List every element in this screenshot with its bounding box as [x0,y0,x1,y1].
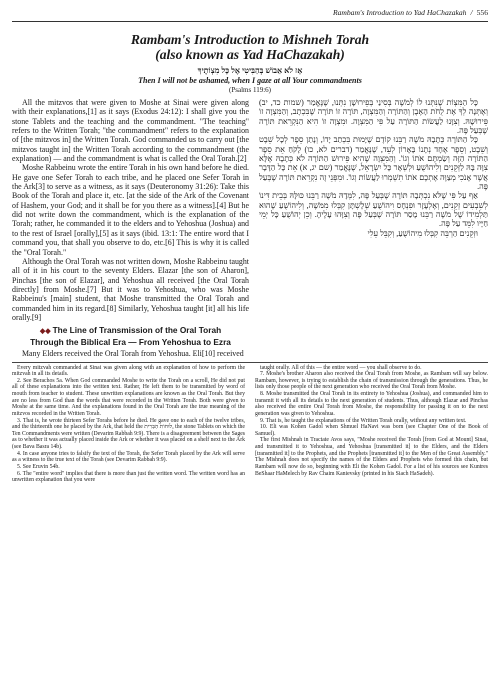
footnote: 9. That is, he taught the explanations of the Written Torah orally, without any written text. [260,417,467,424]
hebrew-paragraph: כָּל הַתּוֹרָה כְּתָבָהּ מֹשֶׁה רַבֵּנוּ קוֹדֶם שֶׁיָּמוּת בִּכְתַב יָדוֹ, וְנָתַן סֵפֶר לְכָל שֵׁבֶט וְשֵׁבֶט, וְסֵפֶר אֶחָד נְתָנוֹ בָּאָרוֹן לְעֵד, שֶׁנֶּאֱמַר (דברים לא, כו) לָקֹחַ אֵת סֵפֶר הַתּוֹרָה הַזֶּה וְשַׂמְתֶּם אֹתוֹ וְגוֹ'. וְהַמִּצְוָה שֶׁהִיא פֵּירוּשׁ הַתּוֹרָה לֹא כְּתָבָהּ אֶלָּא צִוָּה בָּהּ לַזְּקֵנִים וְלִיהוֹשֻׁעַ וּלְשְׁאָר כָּל יִשְׂרָאֵל, שֶׁנֶּאֱמַר (שם יג, א) אֵת כָּל הַדָּבָר אֲשֶׁר אָנֹכִי מְצַוֶּה אֶתְכֶם אֹתוֹ תִשְׁמְרוּ לַעֲשׂוֹת וְגוֹ'. וּמִפְּנֵי זֶה נִקְרֵאת תּוֹרָה שֶׁבְּעַל פֶּה. [259,135,488,192]
footnote: Every mitzvah commanded at Sinai was given along with an explanation of how to perform the mitzvah in all its details. [12,364,245,378]
footnote: 6. The "entire word" implies that there is more than just the written word. The written word has an unwritten explanation that you were [12,470,245,484]
footnote: 8. Moshe transmitted the Oral Torah in its entirety to Yehoshua (Joshua), and commanded him to transmit it with all its details to the next generation of students. Thus, although Elazar and Pinchas also received the entire Oral Torah from Moshe, the responsibility for passing it on to the next generation was given to Yehoshua. [255,391,488,417]
page-number: 556 [476,8,488,17]
title-line-2: (also known as Yad HaChazakah) [155,47,345,62]
english-paragraph: All the mitzvos that were given to Moshe at Sinai were given along with their explanations,[1] as it says (Exodus 24:12): I shall give you the stone Tablets and the teaching and the commandment. "The teaching" refers to the Written Torah; "the commandment" refers to the explanation of [the mitzvos in] the Written Torah. God commanded us to carry out [the mitzvos taught in] the Written Torah according to the commandment (the explanation) — and the commandment is what is called the Oral Torah.[2] [12,98,249,164]
footnote: 4. In case anyone tries to falsify the text of the Torah, the Sefer Torah placed by the Ark will serve as a witness to the true text of the Torah (see Devarim Rabbah 9:9). [12,450,245,464]
footnote: The first Mishnah in Tractate Avos says, "Moshe received the Torah [from God at Mount] Sinai, and transmitted it to Yehoshua, and Yehoshua [transmitted it] to the Elders, and the Elders [transmitted it] to the Prophets, and the Prophets [transmitted it] to the Men of the Great Assembly." The Mishnah does not specify the names of the Elders and Prophets who formed this chain, but Rambam will now do so, beginning with Eli the Kohen Gadol. For a list of his sources see Kuntres BeShaar HaMelech by Rav Chaim Kanievsky (printed in his Siach HaSadeh). [255,437,488,477]
header-rule [12,21,488,22]
footnote: 5. See Eruvin 54b. [17,463,60,470]
english-paragraph: Although the Oral Torah was not written down, Moshe Rabbeinu taught all of it in his court to the seventy Elders. Elazar [the son of Aharon], Pinchas [the son of Elazar], and Yehoshua all received [the Oral Torah directly] from Moshe.[7] But it was to Yehoshua, who was Moshe Rabbeinu's [main] student, that Moshe transmitted the Oral Torah and commanded him in its regard.[8] Similarly, Yehoshua taught [it] all his life orally.[9] [12,256,249,322]
running-head [12,8,488,19]
section-heading-line-2: Through the Biblical Era — From Yehoshua to Ezra [30,337,231,348]
english-paragraph: Many Elders received the Oral Torah from Yehoshua. Eli[10] received [22,349,244,359]
english-column [12,98,249,359]
footnote: 7. Moshe's brother Aharon also received the Oral Torah from Moshe, as Rambam will say below. Rambam, however, is trying to establish the chain of transmission through the generations. Thus, he lists only those people of the next generation who received the Oral Torah from Moshe. [255,371,488,391]
main-columns [12,98,488,359]
english-paragraph: Moshe Rabbeinu wrote the entire Torah in his own hand before he died. He gave one Sefer Torah to each tribe, and he placed one Sefer Torah in the Ark[3] to serve as a witness, as it says (Deuteronomy 31:26): Take this Book of the Torah and place it, etc. [at the side of the Ark of the Covenant of Hashem, your God; and it shall be for you there as a witness].[4] But he did not write down the commandment, which is the explanation of the Torah; rather, he commanded it to the elders and to Yehoshua (Joshua) and to the rest of Israel [orally],[5] as it says (ibid. 13:1: The entire word that I command you, that shall you observe to do, etc.[6] This is why it is called the "Oral Torah." [12,163,249,257]
running-title: Rambam's Introduction to Yad HaChazakah [332,8,467,17]
footnote-rule [12,362,488,363]
footnote: 10. Eli was Kohen Gadol when Shmuel HaNavi was born (see Chapter One of the Book of Samuel). [255,424,488,437]
footnote: 3. That is, he wrote thirteen Sefer Torahs before he died. He gave one to each of the twelve tribes, and the thirteenth one he placed by the Ark, that held the לוּחוֹת הַבְּרִית, the stone Tablets on which the Ten Commandments were written (Devarim Rabbah 9:9). There is a disagreement between the Sages as to whether it was actually placed inside the Ark or whether it was placed on a shelf next to the Ark (see Bava Basra 14b). [12,417,245,451]
hebrew-paragraph: אַף עַל פִּי שֶׁלֹּא נִכְתְּבָה תּוֹרָה שֶׁבְּעַל פֶּה, לִמְּדָהּ מֹשֶׁה רַבֵּנוּ כּוּלָּהּ בְּבֵית דִּינוֹ לְשִׁבְעִים זְקֵנִים, וְאֶלְעָזָר וּפִנְחָס וִיהוֹשֻׁעַ שְׁלָשְׁתָּן קִבְּלוּ מִמֹּשֶׁה, וְלִיהוֹשֻׁעַ שֶׁהוּא תַּלְמִידוֹ שֶׁל מֹשֶׁה רַבֵּנוּ מָסַר תּוֹרָה שֶׁבְּעַל פֶּה וְצִוָּהוּ עָלֶיהָ. וְכֵן יְהוֹשֻׁעַ כָּל יְמֵי חַיָּיו לִמֵּד עַל פֶּה. [259,191,488,229]
title-line-1: Rambam's Introduction to Mishneh Torah [130,32,370,47]
motto-hebrew: אָז לֹא אֵבוֹשׁ בְּהַבִּיטִי אֶל כָּל מִצְוֹתֶיךָ [197,66,303,75]
section-heading-line-1: The Line of Transmission of the Oral Torah [52,325,222,336]
footnotes-left [12,365,245,484]
page [12,8,488,692]
section-heading [12,325,249,347]
separator: / [470,8,473,17]
hebrew-paragraph: כָּל הַמִּצְוֹת שֶׁנִּתְּנוּ לוֹ לְמֹשֶׁה בְּסִינַי בְּפֵירוּשָׁן נִתְּנוּ, שֶׁנֶּאֱמַר (שמות כד, יב) וְאֶתְּנָה לְךָ אֶת לֻחֹת הָאֶבֶן וְהַתּוֹרָה וְהַמִּצְוָה, תּוֹרָה זוֹ תּוֹרָה שֶׁבִּכְתָב, וְהַמִּצְוָה זוֹ פֵּירוּשָׁהּ. וְצִוָּנוּ לַעֲשׂוֹת הַתּוֹרָה עַל פִּי הַמִּצְוָה. וּמִצְוָה זוֹ הִיא הַנִּקְרֵאת תּוֹרָה שֶׁבְּעַל פֶּה. [259,98,488,136]
footnotes-right [255,365,488,484]
hebrew-paragraph: וּזְקֵנִים הַרְבֵּה קִבְּלוּ מִיהוֹשֻׁעַ, וְקִבֵּל עֵלִי [367,228,478,238]
motto-source: (Psalms 119:6) [229,86,271,94]
footnote: taught orally. All of this — the entire word — you shall observe to do. [260,364,422,371]
ornament-icon: ◆◆ [39,328,51,336]
footnote: 2. See Berachos 5a. When God commanded Moshe to write the Torah on a scroll, He did not put all of these explanations into the written text. Rather, He left them to be transmitted by word of mouth from teacher to student. These unwritten explanations are known as the Oral Torah. But they are no less from God than the words that were recorded in the Written Torah. Both were given to Moshe at the same time. And the explanations found in the Oral Torah are the true meaning of the mitzvos recorded in the Written Torah. [12,377,245,417]
motto-english: Then I will not be ashamed, when I gaze at all Your commandments [138,76,362,85]
page-title [12,32,488,62]
hebrew-column [259,98,488,359]
footnotes [12,365,488,484]
